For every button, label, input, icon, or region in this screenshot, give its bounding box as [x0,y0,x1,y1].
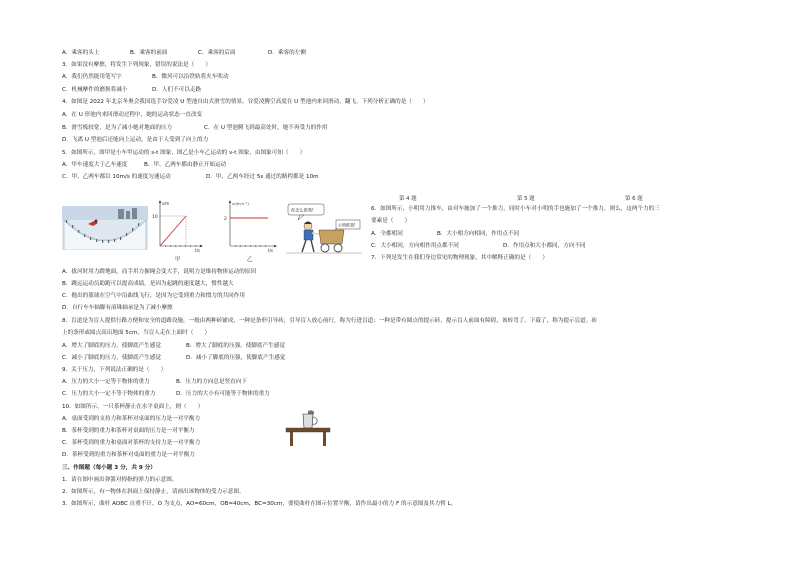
push-cart-figure [286,200,362,256]
q2-option-d: D．乘客的左侧 [268,50,306,56]
q9-option-c: C．压力的大小一定不等于物体的重力 [62,391,156,397]
q6-option-a: A．全都相同 [371,231,403,237]
q9-row1 [62,378,247,386]
q3-stem: 3．如果没有摩擦，将发生下列现象，错误的说法是（ ） [62,62,211,68]
q10-option-d: D．茶杯受到的重力和茶杯对桌面的重力是一对平衡力 [62,452,195,458]
section3-q1: 1．请在图中画出弹簧对拇指的弹力的示意图。 [62,477,178,483]
bubble-text: 你怎么推我! [291,207,314,213]
teacup-table-figure [284,408,332,448]
graph-jia-ylabel: s/m [162,201,170,206]
q6-option-b: B．大小相方向相同，作用点不同 [437,231,520,237]
q7-option-a: A．拔河时用力蹬地面，而手用力握绳会变大手，说明力是维持物体运动的原因 [62,269,257,275]
q4-option-c: C．在 U 型池腾飞到最高处时，她不再受力的作用 [204,125,328,131]
q5-option-d: D．甲、乙两车经过 5s 通过的路程都是 10m [206,174,319,180]
q4-option-a: A．在 U 形池内来回滑动过程中，她的运动状态一直改变 [62,112,203,118]
q3-option-c: C．机械摩件的磨损将减小 [62,87,128,93]
q5-row1 [62,161,227,169]
q6-row1 [371,230,520,238]
q10-option-b: B．茶杯受到的重力和茶杯对桌面的压力是一对平衡力 [62,428,195,434]
q7-option-c: C．抛出的篮球在空气中沿曲线飞行，是因为它受到重力和惯力的共同作用 [62,293,245,299]
q5-stem: 5．如图所示，图甲是小车甲运动的 s-t 图象，图乙是小车乙运动的 v-t 图象，由图象可知（ ） [62,150,306,156]
q8-option-d: D．减小了脚底的压强，使脚底产生感觉 [186,355,286,361]
q5-row2 [62,173,319,181]
q9-row2 [62,390,270,398]
q4-option-b: B．滑雪板较宽，是为了减小她对地面的压力 [62,125,173,131]
q2-option-a: A．乘客的头上 [62,50,100,56]
graph-yi-figure [222,198,278,254]
graph-jia-xlabel: t/s [195,248,200,253]
q6-row2 [371,242,586,250]
q8-stem2: 上的条形或圆点高出地面 5cm，当盲人走在上面时（ ） [62,330,211,336]
graph-jia-figure [152,198,204,254]
q7-stem: 7．下列是发生在我们身边常见的物理现象，其中解释正确的是（ ） [371,255,548,261]
graph-yi-xlabel: t/s [268,248,273,253]
section3-q3: 3．如图所示，曲杆 AOBC 自重不计，O 为支点，AO=60cm，OB=40cm，BC=30cm，要使曲杆在图示位置平衡，请作出最小的力 F 的示意图及其力臂 L。 [62,501,457,507]
caption-q4: 第 4 题 [399,196,417,202]
q9-stem: 9．关于压力，下列说法正确的是（ ） [62,367,167,373]
q8-option-b: B．增大了脚底的压强，使脚底产生感觉 [186,343,285,349]
section3-title: 三、作图题（每小题 3 分，共 9 分） [62,465,156,471]
q3-option-d: D．人们不可以走路 [152,87,202,93]
q6-stem2: 要素是（ ） [371,218,411,224]
q9-option-a: A．压力的大小一定等于物体的重力 [62,379,150,385]
q3-row1 [62,73,229,81]
q9-option-b: B．压力的方向总是竖直向下 [176,379,247,385]
q7-option-b: B．跳远运动员助跑可以提高成绩，是因为起跳的速度越大，惯性越大 [62,281,234,287]
caption-yi: 乙 [247,257,253,263]
q2-option-c: C．乘客的后面 [198,50,236,56]
q6-option-d: D．作用点和大小都同，方向不同 [503,243,586,249]
q6-stem1: 6．如图所示，小明用力推车，由对车施加了一个推力，同时小车对小明的手也施加了一个推力。则么，这两个力的三 [371,206,660,212]
q5-option-b: B．甲、乙两车都由静止开始运动 [144,162,227,168]
caption-q6: 第 6 题 [625,196,643,202]
q5-option-a: A．甲车速度大于乙车速度 [62,162,128,168]
graph-jia-tick: 10 [152,215,158,220]
q4-row2 [62,124,328,132]
q10-option-a: A．桌面受到的支持力和茶杯对桌面的压力是一对平衡力 [62,416,201,422]
q6-option-c: C．大小相同，方向相作用点都不同 [371,243,459,249]
sign-text: 小明推我! [338,222,356,228]
ski-halfpipe-figure [62,206,148,250]
q8-stem1: 8．盲道是为盲人提供行路方便和安全的道路设施，一般由两种砖铺成，一种是条形引导砖，引导盲人放心前行，称为行进盲道；一种是带有圆点的提示砖，提示盲人前面有障碍，该转弯了。下载了，称为提示盲道。砖 [62,318,597,324]
q4-option-d: D．飞离 U 型池后还能向上运动，是由于人受到了向上的力 [62,137,209,143]
q8-row2 [62,354,286,362]
q5-option-c: C．甲、乙两车都以 10m/s 的速度匀速运动 [62,174,171,180]
q4-stem: 4．如图是 2022 年北京冬奥会我国选手谷爱凌 U 型池自由式滑雪的情景。谷爱凌腾空高度在 U 型池内来回滑动、翻飞。下列分析正确的是（ ） [62,99,429,105]
q3-row2 [62,86,202,94]
caption-jia: 甲 [175,257,181,263]
q10-stem: 10．如图所示，一只茶杯静止在水平桌面上，则（ ） [62,404,204,410]
q3-option-a: A．我们仍然能用笔写字 [62,74,122,80]
q8-option-a: A．增大了脚底的压力，使脚底产生感觉 [62,343,161,349]
q10-option-c: C．茶杯受到的重力和桌面对茶杯的支持力是一对平衡力 [62,440,201,446]
q8-row1 [62,342,285,350]
section3-q2: 2．如图所示，有一物体在斜面上保持静止，请画出该物体的受力示意图。 [62,489,245,495]
graph-yi-ylabel: v/(m·s⁻¹) [232,201,249,206]
q9-option-d: D．压力的大小有可能等于物体的重力 [176,391,270,397]
graph-yi-tick: 2 [224,217,227,222]
q8-option-c: C．减小了脚底的压力，使脚底产生感觉 [62,355,162,361]
q3-option-b: B．微风可以沿铁轨将火车吹动 [152,74,229,80]
q7-option-d: D．自行车车轴脚有滚珠轴承是为了减小摩擦 [62,305,173,311]
caption-q5: 第 5 题 [517,196,535,202]
q2-option-b: B．乘客的前面 [130,50,168,56]
q2-options [62,49,306,57]
